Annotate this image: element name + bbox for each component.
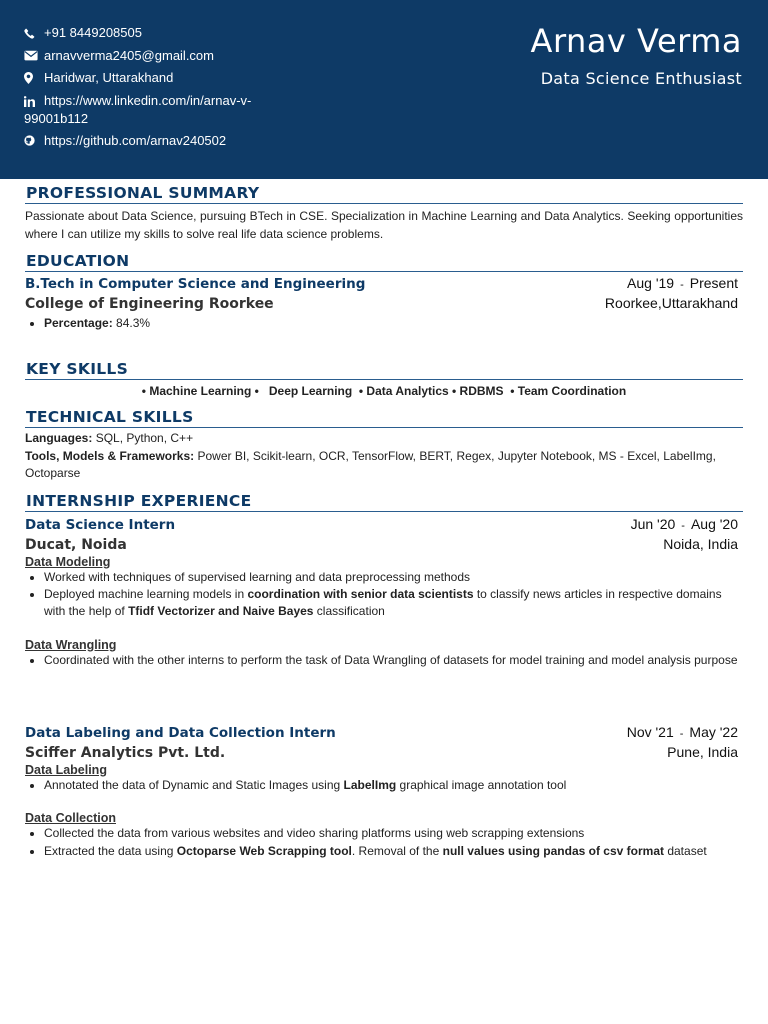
- text-span: Extracted the data using: [44, 843, 177, 858]
- education-degree: B.Tech in Computer Science and Engineering: [25, 276, 366, 292]
- resume-body: [25, 182, 743, 860]
- education-row-college: [25, 295, 743, 312]
- location-text: Haridwar, Uttarakhand: [44, 70, 174, 85]
- key-skills-line: • Machine Learning • Deep Learning • Data Analytics • RDBMS • Team Coordination: [141, 384, 627, 399]
- linkedin-link[interactable]: [24, 92, 251, 127]
- github-icon: [24, 130, 44, 152]
- text-span-bold: coordination with senior data scientists: [247, 587, 474, 602]
- github-link[interactable]: https://github.com/arnav240502: [44, 132, 227, 148]
- languages-label: Languages:: [25, 431, 93, 446]
- list-item: • Worked with techniques of supervised learning and data preprocessing methods: [44, 569, 743, 586]
- linkedin-icon: [24, 93, 44, 110]
- education-location: Roorkee,Uttarakhand: [604, 295, 738, 311]
- education-college: College of Engineering Roorkee: [25, 296, 274, 312]
- tech-languages: [25, 430, 743, 448]
- text-span: Annotated the data of Dynamic and Static Images using: [44, 777, 344, 792]
- job-1-date-end: Aug '20: [690, 515, 738, 532]
- phone-icon: [24, 22, 44, 44]
- job-1-row-role: [25, 516, 743, 533]
- section-title-summary: PROFESSIONAL SUMMARY: [25, 182, 743, 204]
- job-2-list-1: [25, 777, 743, 794]
- date-separator: -: [681, 519, 685, 532]
- contact-phone: [24, 22, 324, 45]
- linkedin-url-line2[interactable]: 99001b112: [24, 110, 89, 126]
- list-item: • Coordinated with the other interns to perform the task of Data Wrangling of datasets for model training and model analysis purpose: [44, 652, 743, 669]
- job-1-location: Noida, India: [663, 535, 738, 552]
- job-2-location: Pune, India: [667, 743, 738, 760]
- job-2-row-org: [25, 744, 743, 761]
- job-2-date-end: May '22: [689, 723, 738, 740]
- list-item: [44, 586, 743, 621]
- job-1-dates: [631, 516, 743, 532]
- section-title-key-skills: KEY SKILLS: [25, 358, 743, 380]
- job-2-org: Sciffer Analytics Pvt. Ltd.: [25, 744, 226, 761]
- section-title-technical-skills: TECHNICAL SKILLS: [25, 406, 743, 428]
- text-span: Deployed machine learning models in: [44, 587, 248, 602]
- text-span: classification: [313, 604, 385, 619]
- summary-text: Passionate about Data Science, pursuing BTech in CSE. Specialization in Machine Learning and Data Analytics. Seeking opportunities where I can utilize my skills to solve real life data science problems.: [25, 209, 743, 241]
- job-1-org: Ducat, Noida: [25, 536, 127, 553]
- languages-value: SQL, Python, C++: [95, 431, 194, 446]
- text-span-bold: null values using pandas of csv format: [442, 843, 664, 858]
- map-pin-icon: [24, 67, 44, 89]
- tools-label: Tools, Models & Frameworks:: [25, 448, 195, 463]
- education-date-start: Aug '19: [627, 275, 675, 291]
- contact-linkedin[interactable]: [24, 92, 324, 127]
- education-date-end: Present: [689, 275, 738, 291]
- linkedin-url-line1[interactable]: https://www.linkedin.com/in/arnav-v-: [44, 92, 252, 108]
- job-1-list-2: [25, 652, 743, 669]
- education-row-degree: [25, 275, 743, 292]
- education-details: [25, 315, 743, 332]
- text-span: graphical image annotation tool: [396, 777, 567, 792]
- text-span: . Removal of the: [351, 843, 443, 858]
- job-2-subheading-1: Data Labeling: [25, 762, 107, 777]
- candidate-name: Arnav Verma: [530, 22, 742, 60]
- job-1-list-1: [25, 569, 743, 621]
- education-dates: [627, 275, 743, 291]
- percentage-value: 84.3%: [116, 316, 151, 330]
- date-separator: -: [679, 727, 684, 740]
- email-link[interactable]: arnavverma2405@gmail.com: [44, 47, 214, 63]
- text-span: dataset: [664, 843, 707, 858]
- text-span-bold: Tfidf Vectorizer and Naive Bayes: [128, 604, 314, 619]
- list-item: [44, 315, 743, 332]
- envelope-icon: [24, 45, 44, 67]
- job-2-subheading-2: Data Collection: [25, 811, 116, 826]
- resume-header: [0, 0, 768, 179]
- job-2-date-start: Nov '21: [626, 723, 674, 740]
- list-item: [44, 843, 743, 860]
- job-1-date-start: Jun '20: [630, 515, 676, 532]
- contact-email[interactable]: [24, 45, 324, 68]
- section-title-education: EDUCATION: [25, 250, 743, 272]
- contact-location: [24, 67, 324, 90]
- job-2-row-role: [25, 724, 743, 741]
- list-item: [44, 777, 743, 794]
- job-1-subheading-1: Data Modeling: [25, 554, 111, 569]
- job-2-role: Data Labeling and Data Collection Intern: [25, 724, 336, 741]
- job-2-list-2: [25, 825, 743, 860]
- text-span: to classify news articles in respective domains with the help of: [44, 587, 722, 619]
- date-separator: -: [680, 279, 684, 291]
- job-2-dates: [627, 724, 743, 740]
- list-item: • Collected the data from various websites and video sharing platforms using web scrapping extensions: [44, 825, 743, 842]
- percentage-label: Percentage:: [44, 316, 113, 330]
- tools-value: Power BI, Scikit-learn, OCR, TensorFlow, BERT, Regex, Jupyter Notebook, MS - Excel, LabelImg, Octoparse: [25, 448, 716, 481]
- contact-list: [24, 22, 324, 152]
- job-1-subheading-2: Data Wrangling: [25, 637, 117, 652]
- tech-tools: [25, 448, 743, 483]
- section-title-internship: INTERNSHIP EXPERIENCE: [25, 490, 743, 512]
- candidate-subtitle: Data Science Enthusiast: [540, 69, 742, 88]
- job-1-role: Data Science Intern: [25, 516, 176, 533]
- text-span-bold: Octoparse Web Scrapping tool: [176, 843, 352, 858]
- job-1-row-org: [25, 536, 743, 553]
- text-span-bold: LabelImg: [343, 777, 397, 792]
- contact-github[interactable]: [24, 130, 324, 153]
- phone-text: +91 8449208505: [44, 25, 142, 40]
